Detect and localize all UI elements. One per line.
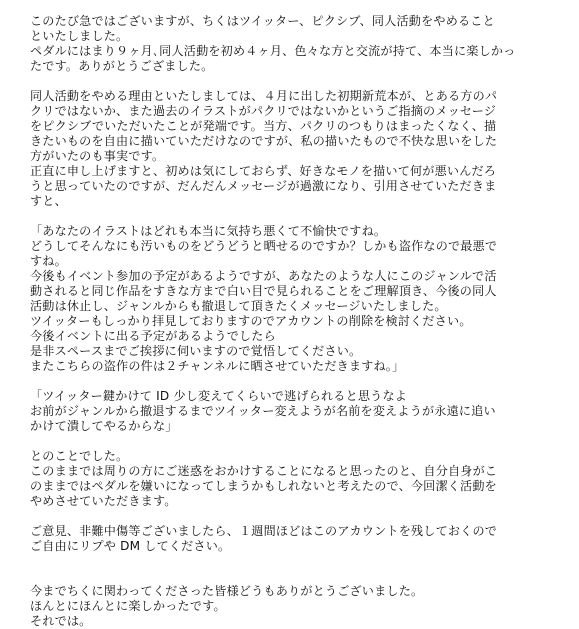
paragraph-contact [30,524,552,554]
text-line: すと、 [30,194,67,208]
text-line: きたいものを自由に描いていただけなのですが、私の描いたもので不快な思いをした [30,134,498,148]
paragraph-gap [30,434,552,449]
text-line: 今後もイベント参加の予定があるようですが、あなたのような人にこのジャンルで活 [30,269,497,283]
text-line: またこちらの盗作の件は２チャンネルに晒させていただきますね。」 [30,359,405,373]
paragraph-decision [30,449,552,509]
text-line: クリではないか、また過去のイラストがパクリではないかというご指摘のメッセージ [30,104,497,118]
text-line: ツイッターもしっかり拝見しておりますのでアカウントの削除を検討ください。 [30,314,472,328]
text-line: それでは。 [30,614,92,628]
text-line: ご意見、非難中傷等ございましたら、１週間ほどはこのアカウントを残しておくので [30,524,498,538]
paragraph-closing [30,584,552,629]
text-line: のままではペダルを嫌いになってしまうかもしれないと考えたので、今回潔く活動を [30,479,497,493]
text-line: お前がジャンルから撤退するまでツイッター変えようが名前を変えようが永遠に追い [30,404,496,418]
text-line: かけて潰してやるからな」 [30,419,178,433]
text-line: ペダルにはまり９ヶ月､同人活動を初め４ヶ月、色々な方と交流が持て、本当に楽しかっ [30,44,516,58]
text-line: とのことでした。 [30,449,129,463]
paragraph-gap [30,554,552,584]
text-line: 活動は休止し、ジャンルからも撤退して頂きたくメッセージいたしました。 [30,299,447,313]
text-line: 正直に申し上げますと、初めは気にしておらず、好きなモノを描いて何が悪いんだろ [30,164,497,178]
text-line: うと思っていたのですが、だんだんメッセージが過激になり、引用させていただきま [30,179,497,193]
text-line: すね。 [30,254,67,268]
paragraph-quoted-message-2 [30,389,552,434]
paragraph-gap [30,74,552,89]
text-line: 是非スペースまでご挨拶に伺いますので覚悟してください。 [30,344,362,358]
text-line: 今後イベントに出る予定があるようでしたら [30,329,276,343]
paragraph-quoted-message-1 [30,224,552,374]
text-line: このたび急ではございますが、ちくはツイッター、ピクシブ、同人活動をやめること [30,14,495,28]
letter-document [30,14,552,629]
text-line: ほんとにほんとに楽しかったです。 [30,599,226,613]
text-line: といたしました。 [30,29,129,43]
paragraph-gap [30,209,552,224]
paragraph-reason [30,89,552,209]
text-line: たです。ありがとうござました。 [30,59,214,73]
text-line: をピクシブでいただいたことが発端です。当方、パクリのつもりはまったくなく、描 [30,119,497,133]
text-line: どうしてそんなにも汚いものをどうどうと晒せるのですか？しかも盗作なので最悪で [30,239,498,253]
text-line: 方がいたのも事実です。 [30,149,165,163]
paragraph-gap [30,374,552,389]
text-line: このままでは周りの方にご迷惑をおかけすることになると思ったのと、自分自身がこ [30,464,498,478]
paragraph-announcement [30,14,552,74]
text-line: ご自由にリプや DM してください。 [30,539,231,553]
text-line: やめさせていただきます。 [30,494,177,508]
text-line: 「あなたのイラストはどれも本当に気持ち悪くて不愉快ですね。 [30,224,387,238]
paragraph-gap [30,509,552,524]
text-line: 今までちくに関わってくださった皆様どうもありがとうございました。 [30,584,424,598]
text-line: 動されると同じ作品をすきな方まで白い目で見られることをご理解頂き、今後の同人 [30,284,497,298]
text-line: 「ツイッター鍵かけて ID 少し変えてくらいで逃げられると思うなよ [30,389,408,403]
text-line: 同人活動をやめる理由といたしましては、４月に出した初期新荒本が、とある方のパ [30,89,498,103]
